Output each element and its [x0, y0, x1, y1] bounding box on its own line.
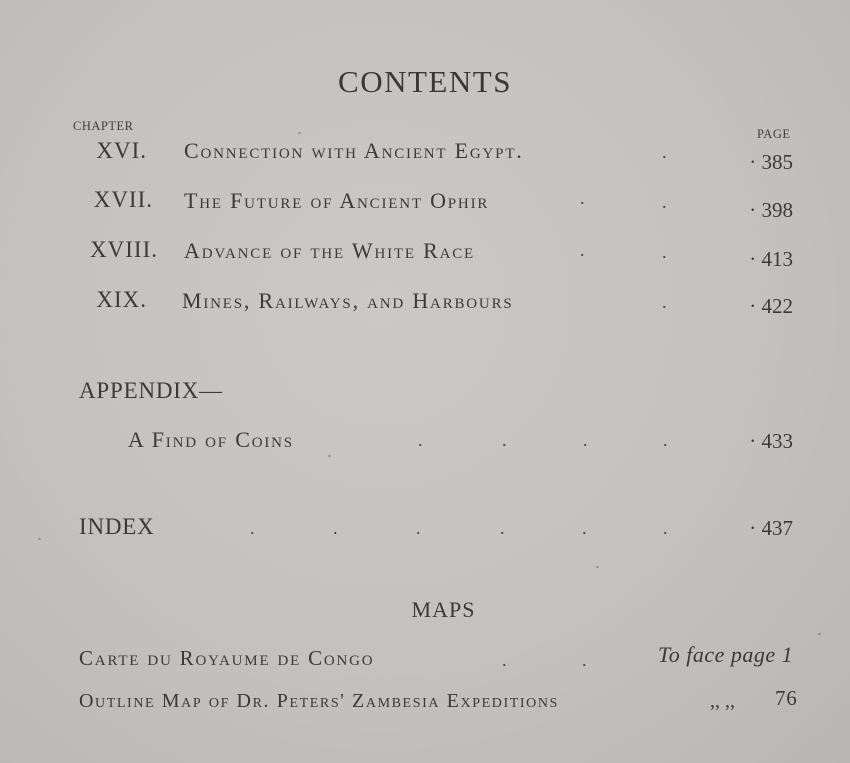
- leader-dot: .: [663, 430, 668, 450]
- leader-dot: .: [662, 142, 667, 162]
- map-title: Outline Map of Dr. Peters' Zambesia Expeditions: [79, 690, 559, 712]
- leader-dot: .: [333, 518, 338, 538]
- map-page-reference: To face page 1: [658, 642, 794, 667]
- index-label: INDEX: [79, 514, 155, 539]
- page-column-label: PAGE: [757, 127, 791, 141]
- chapter-numeral: XVII.: [93, 187, 153, 212]
- ditto-marks: ,, ,,: [710, 690, 735, 712]
- maps-heading: MAPS: [411, 597, 476, 622]
- paper-speck: [298, 132, 301, 134]
- leader-dot: .: [662, 292, 667, 312]
- leader-dot: .: [250, 518, 255, 538]
- appendix-heading: APPENDIX—: [79, 378, 223, 403]
- chapter-title: Mines, Railways, and Harbours: [182, 288, 514, 313]
- chapter-page-number: · 413: [749, 247, 793, 271]
- leader-dot: .: [580, 240, 585, 260]
- chapter-page-number: · 398: [749, 198, 793, 222]
- leader-dot: .: [416, 518, 421, 538]
- leader-dot: .: [580, 188, 585, 208]
- leader-dot: .: [502, 650, 507, 670]
- leader-dot: .: [500, 518, 505, 538]
- leader-dot: .: [662, 242, 667, 262]
- leader-dot: .: [418, 430, 423, 450]
- paper-speck: [818, 633, 821, 635]
- page-title: CONTENTS: [338, 64, 512, 99]
- paper-speck: [596, 566, 599, 568]
- index-page-number: · 437: [749, 516, 793, 540]
- appendix-item-title: A Find of Coins: [128, 427, 294, 452]
- leader-dot: .: [663, 518, 668, 538]
- leader-dot: .: [582, 518, 587, 538]
- leader-dot: .: [502, 430, 507, 450]
- map-page-number: 76: [775, 686, 798, 710]
- appendix-page-number: · 433: [749, 429, 793, 453]
- chapter-title: Advance of the White Race: [184, 238, 475, 263]
- chapter-title: Connection with Ancient Egypt.: [184, 138, 524, 163]
- chapter-numeral: XVIII.: [90, 237, 158, 262]
- chapter-page-number: · 422: [749, 294, 793, 318]
- map-title: Carte du Royaume de Congo: [79, 646, 375, 670]
- leader-dot: .: [582, 650, 587, 670]
- paper-speck: [328, 455, 331, 457]
- chapter-title: The Future of Ancient Ophir: [184, 188, 490, 213]
- chapter-numeral: XIX.: [96, 287, 147, 312]
- chapter-column-label: CHAPTER: [73, 119, 134, 133]
- chapter-numeral: XVI.: [96, 138, 147, 163]
- chapter-page-number: · 385: [749, 150, 793, 174]
- leader-dot: .: [583, 430, 588, 450]
- paper-speck: [38, 538, 41, 540]
- leader-dot: .: [662, 192, 667, 212]
